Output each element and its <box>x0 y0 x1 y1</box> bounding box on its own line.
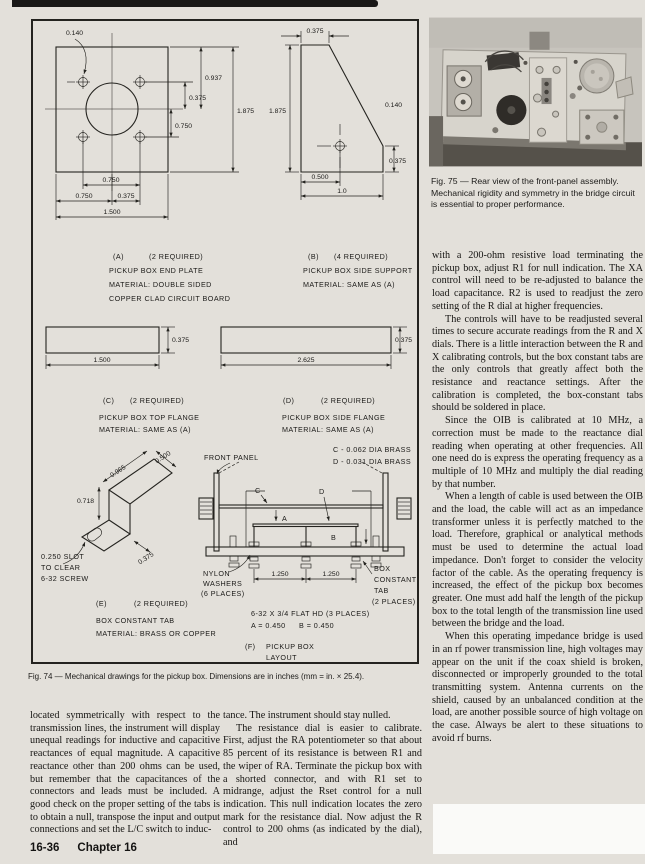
part-title: PICKUP BOX SIDE SUPPORT <box>303 266 413 275</box>
drawing-e <box>41 450 216 638</box>
fig75-photo <box>429 17 642 167</box>
part-tag: (A) <box>113 252 124 261</box>
dim-label: 0.750 <box>75 193 93 200</box>
dim-label: 1.250 <box>322 571 340 578</box>
wire-note: D - 0.031 DIA BRASS <box>333 457 412 466</box>
blank-patch <box>433 804 645 854</box>
dim-label: 0.937 <box>205 75 223 82</box>
scan-artifact-bar <box>12 0 378 7</box>
page-footer <box>30 842 137 854</box>
part-qty: (2 REQUIRED) <box>321 396 376 405</box>
mounting-holes <box>67 75 147 144</box>
part-title: BOX CONSTANT TAB <box>96 616 175 625</box>
dim-label: 0.375 <box>389 158 407 165</box>
part-qty: (2 REQUIRED) <box>149 252 204 261</box>
front-panel-label: FRONT PANEL <box>204 453 259 462</box>
fig74-drawing-box <box>31 19 419 664</box>
base-plate <box>206 547 404 556</box>
nylon-note: (6 PLACES) <box>201 589 245 598</box>
part-tag: (D) <box>283 396 295 405</box>
paragraph: When a length of cable is used between the OIB and the load, the cable will act as an impedance transformer unless it is perfectly matched to the load. Therefore, graphical or analytical methods must be used to determine the actual load impedance. Don't forget to consider the velocity factor of the cable. As the operating frequency is increased, the effect of the pickup box becomes greater. One must add half the length of the pickup box to the total length of the transmission line used between the bridge and the load. <box>432 491 643 630</box>
dim-label: 1.500 <box>103 209 121 216</box>
dim-label: 0.140 <box>385 102 403 109</box>
paragraph: When this operating impedance bridge is used in an rf power transmission line, high voltages may appear on the unit if the coax shield is broken, disconnected or improperly grounded to the total transmitting system. Antenna currents on the shield, caused by an unbalanced condition at the load, are another possible source of high voltage on the case. Always be alert to these situations to avoid rf burns. <box>432 631 643 744</box>
tab-note: CONSTANT <box>374 575 417 584</box>
part-qty: (2 REQUIRED) <box>134 599 189 608</box>
slot-note: 6-32 SCREW <box>41 574 89 583</box>
part-qty: (2 REQUIRED) <box>130 396 185 405</box>
drawing-d <box>221 327 412 434</box>
part-tag: (E) <box>96 599 107 608</box>
dim-label: 0.500 <box>154 450 173 466</box>
dim-label: 1.875 <box>237 108 255 115</box>
dim-label: 1.875 <box>268 108 286 115</box>
tab-note: (2 PLACES) <box>372 597 416 606</box>
ab-values: B = 0.450 <box>299 621 335 630</box>
part-material: MATERIAL: BRASS OR COPPER <box>96 629 217 638</box>
wire-d <box>253 524 358 527</box>
drawing-f <box>199 445 417 662</box>
fig74-caption: Fig. 74 — Mechanical drawings for the pickup box. Dimensions are in inches (mm = in. × 25.4). <box>28 672 365 681</box>
paragraph: The resistance dial is easier to calibrate. First, adjust the RA potentiometer so that about 85 percent of its resistance is between R1 and the wiper of RA. Terminate the pickup box with a shorted connector, and with R1 set to midrange, adjust the Rset control for a null indication. This null indication locates the zero mark for the resistance dial. Now adjust the R control to 200 ohms (as indicated by the dial), and <box>223 722 422 849</box>
dim-label: 2.625 <box>297 357 315 364</box>
dim-label: 0.140 <box>66 30 84 37</box>
slot-note: 0.250 SLOT <box>41 552 85 561</box>
part-title: PICKUP BOX SIDE FLANGE <box>282 413 386 422</box>
ab-values: A = 0.450 <box>251 621 286 630</box>
dim-label: 1.500 <box>93 357 111 364</box>
drawing-a <box>45 30 254 303</box>
dim-label: 0.965 <box>109 464 128 480</box>
part-title: PICKUP BOX <box>266 642 315 651</box>
part-material: MATERIAL: SAME AS (A) <box>282 425 374 434</box>
nylon-note: NYLON <box>203 569 231 578</box>
dim-b-label: B <box>331 533 337 542</box>
paragraph: with a 200-ohm resistive load terminating the pickup box, adjust R1 for null indication. The XA control will need to be re-adjusted to balance the load capacitance. R2 is used to readjust the zero setting of the R dial at higher frequencies. <box>432 250 643 312</box>
dim-label: 0.375 <box>117 193 135 200</box>
paragraph: Since the OIB is calibrated at 10 MHz, a correction must be made to the reactance dial reading when operating at other frequencies. All one need do is express the operating frequency as a multiple of 10 MHz and multiply the dial reading by that number. <box>432 415 643 490</box>
page-number: 16-36 <box>30 842 60 854</box>
dim-label: 0.375 <box>395 337 413 344</box>
middle-column <box>223 710 422 850</box>
part-material: COPPER CLAD CIRCUIT BOARD <box>109 294 231 303</box>
chapter-label: Chapter 16 <box>77 842 137 854</box>
part-title: LAYOUT <box>266 653 297 662</box>
dim-label: 0.375 <box>137 551 156 567</box>
part-tag: (B) <box>308 252 319 261</box>
dim-label: 1.0 <box>337 188 347 195</box>
wire-c <box>219 505 383 508</box>
tab-note: TAB <box>374 586 389 595</box>
dim-label: 0.750 <box>175 123 193 130</box>
hole <box>317 124 347 168</box>
part-title: PICKUP BOX END PLATE <box>109 266 204 275</box>
fig74-drawings <box>33 21 417 662</box>
part-tag: (F) <box>245 642 256 651</box>
slot-note: TO CLEAR <box>41 563 81 572</box>
part-tag: (C) <box>103 396 115 405</box>
dim-label: 1.250 <box>271 571 289 578</box>
drawing-b <box>269 28 413 289</box>
paragraph: tance. The instrument should stay nulled. <box>223 710 391 721</box>
dim-label: 0.375 <box>172 337 190 344</box>
screw-stacks <box>229 542 381 568</box>
dim-label: 0.375 <box>306 28 324 35</box>
dim-label: 0.500 <box>311 174 329 181</box>
part-material: MATERIAL: SAME AS (A) <box>303 280 395 289</box>
fig75-caption: Fig. 75 — Rear view of the front-panel assembly. Mechanical rigidity and symmetry in the bridge circuit is essential to proper performance. <box>431 176 635 210</box>
part-material: MATERIAL: SAME AS (A) <box>99 425 191 434</box>
right-column <box>432 250 643 745</box>
part-title: PICKUP BOX TOP FLANGE <box>99 413 200 422</box>
drawing-c <box>46 327 199 434</box>
wire-c-label: C <box>255 486 261 495</box>
part-material: MATERIAL: DOUBLE SIDED <box>109 280 212 289</box>
tab-note: BOX <box>374 564 391 573</box>
dim-label: 0.718 <box>77 498 95 505</box>
wire-note: C - 0.062 DIA BRASS <box>333 445 412 454</box>
left-column <box>30 710 220 837</box>
wire-d-label: D <box>319 487 325 496</box>
dim-label: 0.375 <box>189 95 207 102</box>
dim-label: 0.750 <box>102 177 120 184</box>
paragraph: located symmetrically with respect to the transmission lines, the instrument will display unequal readings for inductive and capacitive reactances of equal magnitude. A capacitive reactance other than 200 ohms can be used, but remember that the capacitances of the connectors and leads must be included. A good check on the proper setting of the tabs is to obtain a null, transpose the input and output connections and set the L/C switch to induc- <box>30 710 220 836</box>
nylon-note: WASHERS <box>203 579 243 588</box>
paragraph: The controls will have to be readjusted several times to secure accurate readings from the R and X dials. There is a little interaction between the R and X calibrating controls, but the box constant tabs are the only controls that greatly affect both the resistance and reactance settings. After the calibration is completed, the box-constant tabs should be soldered in place. <box>432 313 643 414</box>
part-qty: (4 REQUIRED) <box>334 252 389 261</box>
screw-note: 6-32 X 3/4 FLAT HD (3 PLACES) <box>251 609 370 618</box>
dim-a-label: A <box>282 514 288 523</box>
